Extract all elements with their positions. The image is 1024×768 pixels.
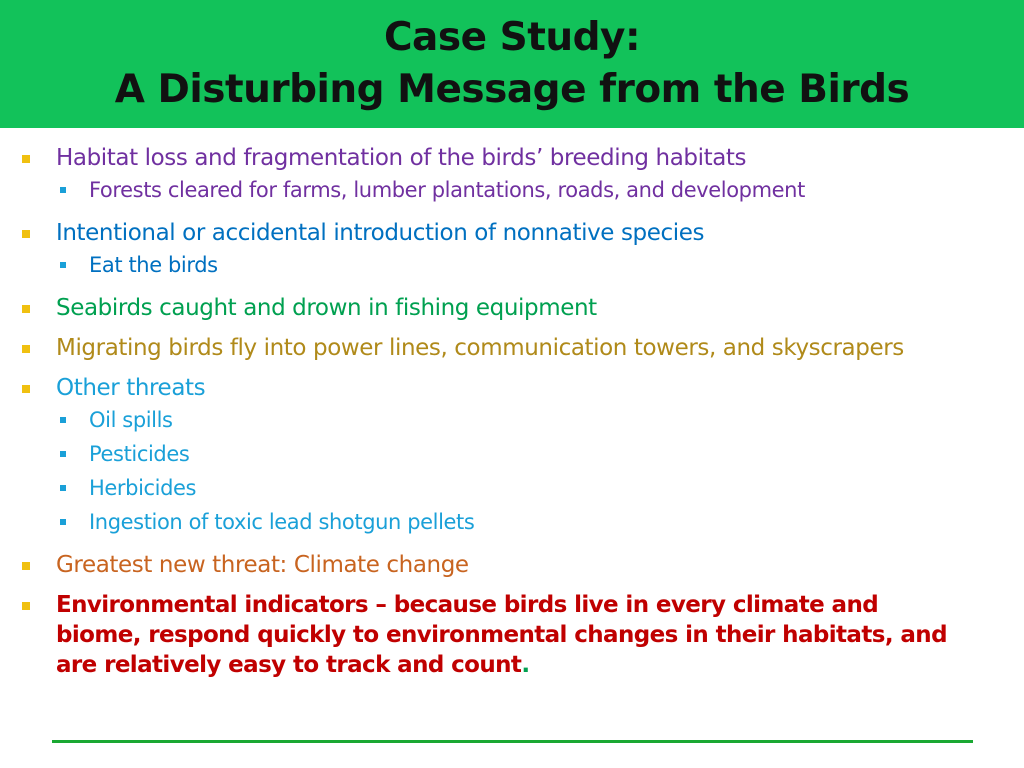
bullet-climate-change — [0, 550, 1024, 580]
sub-bullet-text: Forests cleared for farms, lumber plantations, roads, and development — [89, 178, 805, 202]
bullet-text: Environmental indicators – because birds live in every climate and biome, respond quickly to environmental changes in their habitats, and are relatively easy to track and count — [56, 592, 947, 678]
title-bar — [0, 0, 1024, 128]
sub-bullet-text: Pesticides — [89, 442, 190, 466]
bullet-seabirds — [0, 293, 1024, 323]
square-sub-bullet-icon — [60, 519, 66, 525]
bullet-migrating-birds — [0, 333, 1024, 363]
sub-bullet-text: Eat the birds — [89, 253, 218, 277]
bullet-text: Other threats — [56, 375, 206, 401]
square-bullet-icon — [22, 385, 30, 393]
square-bullet-icon — [22, 562, 30, 570]
bullet-environmental-indicators — [0, 590, 1024, 680]
bullet-text: Seabirds caught and drown in fishing equipment — [56, 295, 597, 321]
square-bullet-icon — [22, 602, 30, 610]
square-sub-bullet-icon — [60, 262, 66, 268]
bullet-text: Intentional or accidental introduction of nonnative species — [56, 220, 705, 246]
slide-title-line-1: Case Study: — [383, 15, 641, 60]
bullet-list — [0, 143, 1024, 680]
square-bullet-icon — [22, 305, 30, 313]
square-sub-bullet-icon — [60, 417, 66, 423]
bullet-habitat-loss — [0, 143, 1024, 207]
slide-title-line-2: A Disturbing Message from the Birds — [114, 67, 910, 112]
bullet-text: Habitat loss and fragmentation of the birds’ breeding habitats — [56, 145, 747, 171]
square-bullet-icon — [22, 155, 30, 163]
square-sub-bullet-icon — [60, 187, 66, 193]
square-bullet-icon — [22, 345, 30, 353]
sub-bullet-text: Oil spills — [89, 408, 173, 432]
sub-bullet-text: Ingestion of toxic lead shotgun pellets — [89, 510, 475, 534]
bullet-nonnative-species — [0, 218, 1024, 282]
square-sub-bullet-icon — [60, 485, 66, 491]
bottom-divider — [52, 740, 973, 743]
bullet-other-threats — [0, 373, 1024, 539]
period-mark: . — [521, 652, 530, 678]
square-sub-bullet-icon — [60, 451, 66, 457]
bullet-text: Greatest new threat: Climate change — [56, 552, 469, 578]
bullet-text: Migrating birds fly into power lines, communication towers, and skyscrapers — [56, 335, 904, 361]
square-bullet-icon — [22, 230, 30, 238]
sub-bullet-text: Herbicides — [89, 476, 197, 500]
